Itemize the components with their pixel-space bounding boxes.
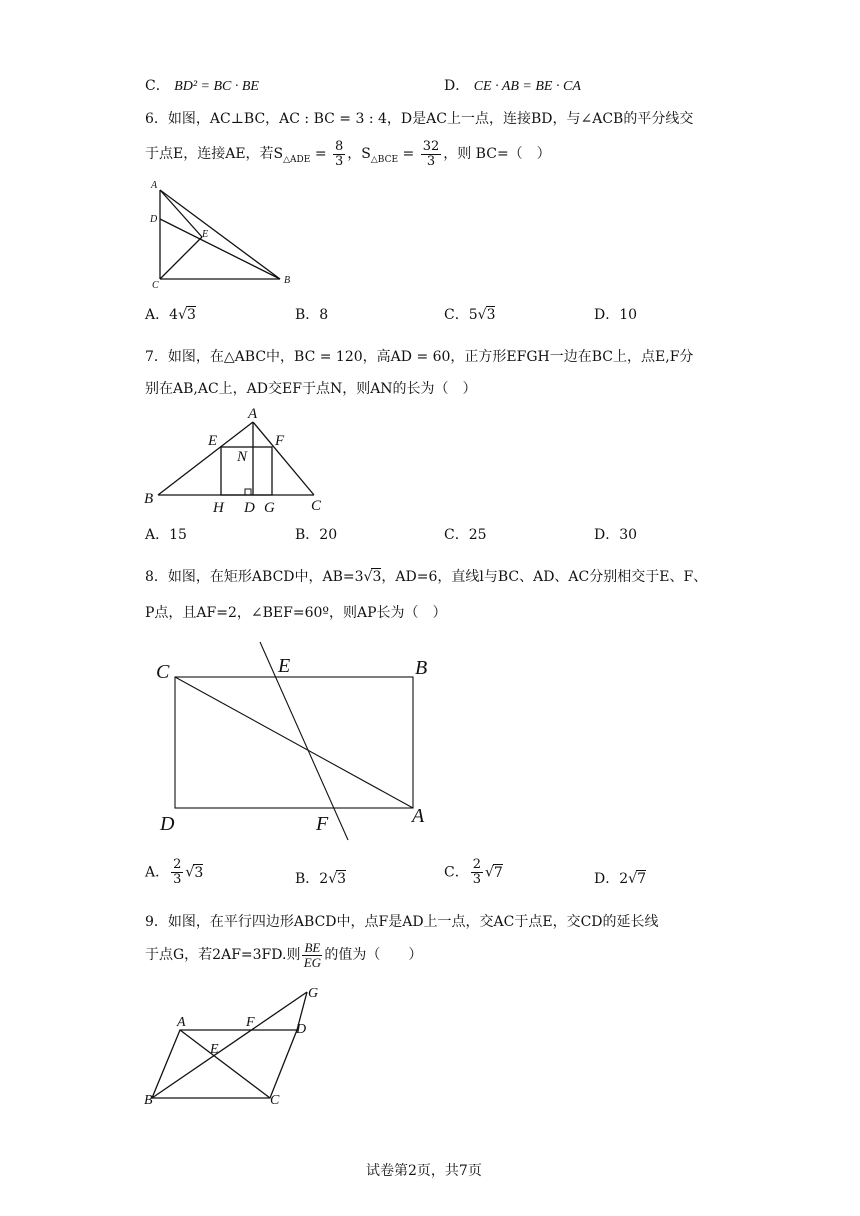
q9-fraction: $\frac{BE}{EG}$	[303, 939, 322, 970]
q6-fraction-1: $\frac{8}{3}$	[335, 138, 344, 169]
q9-label-a: A	[177, 1015, 186, 1030]
q6-line2: 于点E，连接AE，若$S_{\triangle ADE}$ = $\frac{8}{3}$ ，$S_{\triangle BCE}$ = $\frac{32}{3}$ ，则 BC=（ ）	[145, 138, 551, 169]
q6-figure	[140, 176, 310, 291]
q8-label-b: B	[415, 657, 428, 679]
q6-seg-ab	[160, 190, 280, 279]
q6-option-d: D．10	[594, 307, 638, 323]
q6-label-c: C	[152, 280, 159, 291]
page-footer: 试卷第2页，共7页	[366, 1163, 482, 1179]
q8-option-d: D．2√7	[594, 871, 646, 887]
q8-label-f: F	[316, 813, 329, 835]
q9-label-e: E	[210, 1042, 219, 1057]
q6-label-b: B	[284, 275, 291, 286]
q6-option-c: C．5√3	[444, 307, 496, 323]
q7-right-angle-mark	[245, 489, 251, 495]
q7-option-d: D．30	[594, 527, 638, 543]
q6-option-a: A．4√3	[145, 307, 196, 323]
q5-option-d: D． CE · AB = BE · CA	[444, 78, 581, 94]
q6-fraction-2: $\frac{32}{3}$	[422, 138, 440, 169]
q9-seg-bg	[152, 992, 307, 1098]
q9-label-f: F	[246, 1015, 255, 1030]
q7-label-a: A	[248, 406, 258, 422]
q9-seg-ac	[180, 1030, 270, 1098]
q7-label-h: H	[213, 500, 224, 516]
q8-label-c: C	[156, 661, 170, 683]
q7-label-d: D	[244, 500, 255, 516]
q9-label-d: D	[296, 1022, 307, 1037]
q7-option-b: B．20	[295, 527, 338, 543]
q8-option-c: C． $\frac{2}{3}$ √7	[444, 857, 503, 887]
q7-label-f: F	[275, 433, 285, 449]
q6-label-d: D	[150, 214, 158, 225]
q7-option-a: A．15	[145, 527, 187, 543]
q7-label-b: B	[144, 491, 154, 507]
q9-line2: 于点G，若2AF=3FD.则 $\frac{BE}{EG}$ 的值为（ ）	[145, 939, 423, 970]
q7-option-c: C．25	[444, 527, 487, 543]
q6-seg-db	[160, 219, 280, 279]
q8-label-d: D	[160, 813, 175, 835]
q8-line-l	[260, 642, 348, 840]
q8-figure	[150, 636, 440, 842]
q9-label-g: G	[308, 986, 319, 1001]
q9-figure	[140, 980, 340, 1110]
q8-option-b: B．2√3	[295, 871, 347, 887]
q8-option-a: A． $\frac{2}{3}$ √3	[145, 857, 204, 887]
q7-label-e: E	[208, 433, 218, 449]
q5-option-c: C． BD² = BC · BE	[145, 78, 259, 94]
q7-figure	[140, 400, 340, 518]
q7-label-g: G	[264, 500, 275, 516]
q8-label-a: A	[412, 805, 425, 827]
q6-label-a: A	[151, 180, 158, 191]
q9-label-b: B	[144, 1093, 153, 1108]
q6-seg-ce	[160, 237, 202, 279]
q7-line2: 别在AB,AC上，AD交EF于点N，则AN的长为（ ）	[145, 381, 477, 397]
q6-option-b: B．8	[295, 307, 329, 323]
q8-line1: 8．如图，在矩形ABCD中，AB=3√3，AD=6，直线l与BC、AD、AC分别相交于E、F、	[145, 569, 708, 585]
q9-line1: 9．如图，在平行四边形ABCD中，点F是AD上一点，交AC于点E，交CD的延长线	[145, 914, 659, 930]
q7-line1: 7．如图，在△ABC中，BC = 120，高AD = 60，正方形EFGH一边在BC上，点E,F分	[145, 349, 694, 365]
q7-label-c: C	[311, 498, 322, 514]
q7-label-n: N	[237, 449, 248, 465]
q8-label-e: E	[278, 655, 291, 677]
q6-label-e: E	[202, 229, 209, 240]
q8-line2: P点，且AF=2，∠BEF=60º，则AP长为（ ）	[145, 605, 447, 621]
q9-label-c: C	[270, 1093, 280, 1108]
q8-seg-ca	[175, 677, 413, 808]
q6-line1: 6．如图，AC⊥BC，AC : BC = 3 : 4，D是AC上一点，连接BD，与∠ACB的平分线交	[145, 111, 694, 127]
